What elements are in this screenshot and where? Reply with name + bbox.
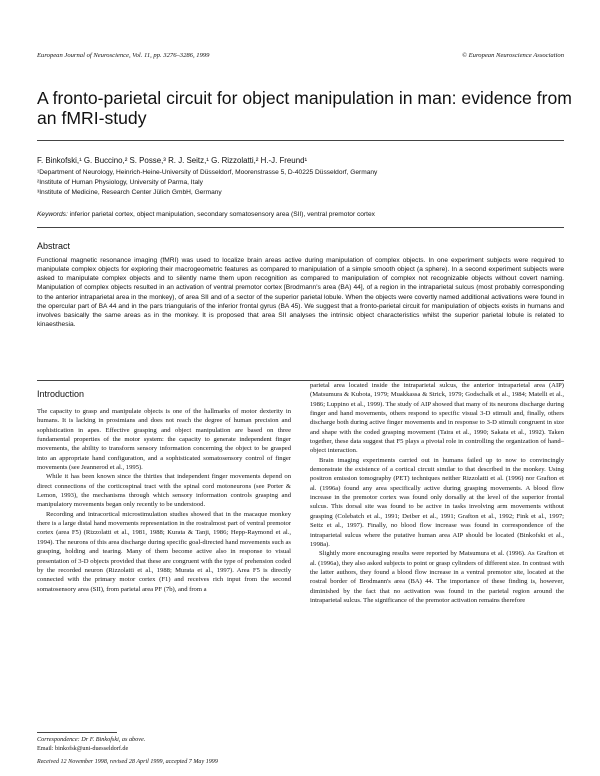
intro-paragraph: The capacity to grasp and manipulate objects is one of the hallmarks of motor dexterity in humans. It is lacking in prosimians and does not reach the degree of human precision and sophistication in apes. Effective grasping and object manipulation are based on three fundamental properties of the motor system: the capacity to generate independent finger movements, the ability to transform sensory information concerning the object to be grasped into an appropriate hand configuration, and a sophisticated somatosensory control of finger movements (see Jeannerod et al., 1995). [37,408,291,472]
page-title: A fronto-parietal circuit for object manipulation in man: evidence from an fMRI-study [37,88,572,128]
title-rule [37,140,564,141]
affiliation-1: ¹Department of Neurology, Heinrich-Heine-University of Düsseldorf, Moorenstrasse 5, D-40225 Düsseldorf, Germany [37,169,378,176]
received-dates: Received 12 November 1998, revised 28 April 1999, accepted 7 May 1999 [37,759,218,765]
publisher-header: © European Neuroscience Association [461,52,564,59]
footnote-rule [37,732,117,733]
intro-paragraph: While it has been known since the thirties that independent finger movements depend on direct connections of the corticospinal tract with the spinal cord motoneurons (see Porter & Lemon, 1993), the mechanisms through which sensory information controls grasping and manipulatory movements began only recently to be understood. [37,473,291,509]
affiliation-2: ²Institute of Human Physiology, University of Parma, Italy [37,179,203,186]
left-column [37,407,291,594]
abstract-text: Functional magnetic resonance imaging (fMRI) was used to localize brain areas active during manipulation of complex objects. In one experiment subjects were required to manipulate complex objects for exploring their macrogeometric features as compared to manipulation of a simple smooth object (a sphere). In a second experiment subjects were asked to manipulate complex objects and to silently name them upon recognition as compared to manipulation of complex not recognizable objects without covert naming. Manipulation of complex objects resulted in an activation of ventral premotor cortex [Brodmann's area (BA) 44], of a region in the intraparietal sulcus (most probably corresponding to the anterior intraparietal area in the monkey), of area SII and of a sector of the superior parietal lobule. When the objects were covertly named additional activations were found in the opercular part of BA 44 and in the pars triangularis of the inferior frontal gyrus (BA 45). We suggest that a fronto-parietal circuit for manipulation of objects exists in humans and involves basically the same areas as in the monkey. It is proposed that area SII analyses the intrinsic object characteristics whilst the superior parietal lobule is related to kinaesthesia. [37,257,564,329]
keywords-rule [37,227,564,228]
intro-paragraph: parietal area located inside the intraparietal sulcus, the anterior intraparietal area (AIP) (Matsumura & Kubota, 1979; Muakkassa & Strick, 1979; Godschalk et al., 1984; Matelli et al., 1986; Luppino et al., 1999). The study of AIP showed that many of its neurons discharge during finger and hand movements, others respond to specific visual 3-D stimuli and, finally, others discharge both during active finger movements and in response to 3-D stimuli congruent in size and shape with the coded grasping movement (Taira et al., 1990; Sakata et al., 1992). Taken together, these data suggest that F5 plays a pivotal role in controlling the organization of hand–object interaction. [310,382,564,455]
keywords [37,211,375,218]
correspondence-note: Correspondence: Dr F. Binkofski, as above. [37,736,146,743]
email-note: Email: binkofsk@uni-duesseldorf.de [37,745,129,752]
journal-header: European Journal of Neuroscience, Vol. 11, pp. 3276–3286, 1999 [37,52,210,59]
intro-paragraph: Brain imaging experiments carried out in humans failed up to now to convincingly demonstrate the existence of a cortical circuit similar to that described in the monkey. Using positron emission tomography (PET) techniques neither Rizzolatti et al. (1996) nor Grafton et al. (1996a) found any area specifically active during grasping movements. A blood flow increase in the premotor cortex was found only dorsally at the level of the superior frontal sulcus. This dorsal site was found to be active in tasks involving arm movements without grasping (Colebatch et al., 1991; Deiber et al., 1991; Grafton et al., 1992; Fink et al., 1997; Seitz et al., 1997). Finally, no blood flow increase was found in correspondence of the intraparietal sulcus where the putative human area AIP should be located (Binkofski et al., 1998a). [310,456,564,548]
keywords-label: Keywords: [37,211,68,218]
abstract-heading: Abstract [37,241,71,251]
author-list: F. Binkofski,¹ G. Buccino,² S. Posse,³ R. J. Seitz,¹ G. Rizzolatti,² H.-J. Freund¹ [37,156,308,165]
intro-paragraph: Recording and intracortical microstimulation studies showed that in the macaque monkey there is a large distal hand movements representation in the rostralmost part of ventral premotor cortex (area F5) (Rizzolatti et al., 1981, 1988; Kurata & Tanji, 1986; Hepp-Raymond et al., 1994). The neurons of this area discharge during specific goal-directed hand movements such as grasping, holding and tearing. Many of them become active also in response to visual presentation of 3-D objects provided that these are congruent with the type of prehension coded by the recorded neuron (Rizzolatti et al., 1988; Murata et al., 1997). Area F5 is directly connected with the primary motor cortex (F1) and receives rich input from the second somatosensory area (SII), from parietal area PF (7b), and from a [37,510,291,593]
introduction-heading: Introduction [37,389,85,399]
keywords-text: inferior parietal cortex, object manipulation, secondary somatosensory area (SII), ventral premotor cortex [69,211,375,218]
affiliation-3: ³Institute of Medicine, Research Center Jülich GmbH, Germany [37,189,222,196]
intro-paragraph: Slightly more encouraging results were reported by Matsumura et al. (1996). As Grafton et al. (1996a), they also asked subjects to point or grasp cylinders of different size. In contrast with the latter authors, they found a blood flow increase in a ventral premotor site, located at the rostral border of Brodmann's area (BA) 44. The importance of these finding is, however, diminished by the fact that no activation was found in the parietal region around the intraparietal sulcus. The significance of the premotor activation remains therefore [310,550,564,604]
right-column [310,381,564,605]
